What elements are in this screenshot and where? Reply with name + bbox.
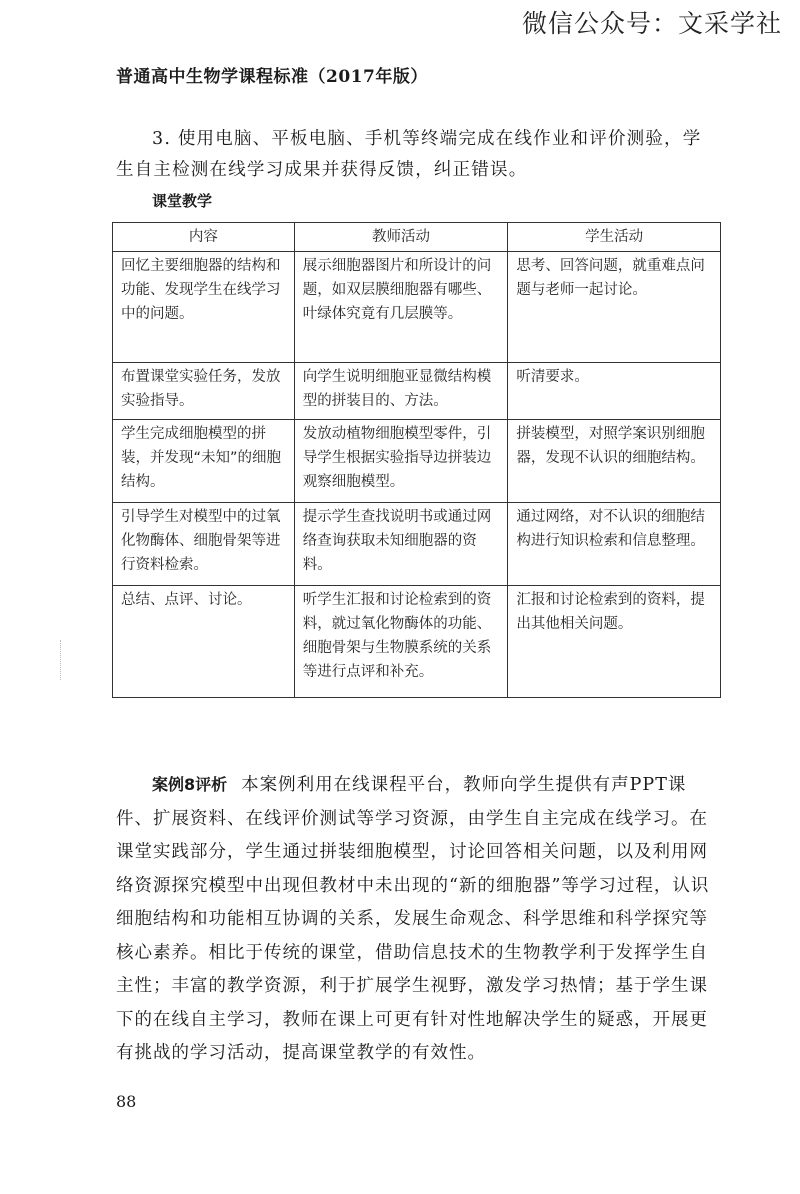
table-row bbox=[113, 363, 721, 420]
cell-student-activity: 通过网络，对不认识的细胞结构进行知识检索和信息整理。 bbox=[508, 503, 721, 586]
header-student-activity: 学生活动 bbox=[508, 223, 721, 252]
running-head: 普通高中生物学课程标准（2017年版） bbox=[116, 67, 428, 87]
cell-content: 回忆主要细胞器的结构和功能、发现学生在线学习中的问题。 bbox=[113, 252, 295, 363]
cell-content: 学生完成细胞模型的拼装，并发现“未知”的细胞结构。 bbox=[113, 420, 295, 503]
header-teacher-activity: 教师活动 bbox=[294, 223, 508, 252]
lesson-table bbox=[112, 222, 721, 698]
case-analysis-paragraph bbox=[116, 768, 716, 1071]
cell-teacher-activity: 听学生汇报和讨论检索到的资料，就过氧化物酶体的功能、细胞骨架与生物膜系统的关系等进行点评和补充。 bbox=[294, 586, 508, 698]
table-row bbox=[113, 252, 721, 363]
margin-mark bbox=[60, 640, 63, 680]
cell-student-activity: 思考、回答问题，就重难点问题与老师一起讨论。 bbox=[508, 252, 721, 363]
cell-content: 布置课堂实验任务，发放实验指导。 bbox=[113, 363, 295, 420]
cell-teacher-activity: 展示细胞器图片和所设计的问题，如双层膜细胞器有哪些、叶绿体究竟有几层膜等。 bbox=[294, 252, 508, 363]
cell-teacher-activity: 向学生说明细胞亚显微结构模型的拼装目的、方法。 bbox=[294, 363, 508, 420]
table-row bbox=[113, 420, 721, 503]
cell-student-activity: 拼装模型，对照学案识别细胞器，发现不认识的细胞结构。 bbox=[508, 420, 721, 503]
cell-content: 引导学生对模型中的过氧化物酶体、细胞骨架等进行资料检索。 bbox=[113, 503, 295, 586]
watermark-text: 微信公众号：文采学社 bbox=[521, 9, 782, 38]
cell-content: 总结、点评、讨论。 bbox=[113, 586, 295, 698]
paragraph-item-3: 3. 使用电脑、平板电脑、手机等终端完成在线作业和评价测验，学生自主检测在线学习成果并获得反馈，纠正错误。 bbox=[116, 129, 702, 180]
case-analysis-lead: 案例8评析 bbox=[152, 775, 228, 794]
cell-teacher-activity: 发放动植物细胞模型零件，引导学生根据实验指导边拼装边观察细胞模型。 bbox=[294, 420, 508, 503]
case-analysis-body: 本案例利用在线课程平台，教师向学生提供有声PPT课件、扩展资料、在线评价测试等学习资源，由学生自主完成在线学习。在课堂实践部分，学生通过拼装细胞模型，讨论回答相关问题，以及利用网络资源探究模型中出现但教材中未出现的“新的细胞器”等学习过程，认识细胞结构和功能相互协调的关系，发展生命观念、科学思维和科学探究等核心素养。相比于传统的课堂，借助信息技术的生物教学利于发挥学生自主性；丰富的教学资源，利于扩展学生视野，激发学习热情；基于学生课下的在线自主学习，教师在课上可更有针对性地解决学生的疑惑，开展更有挑战的学习活动，提高课堂教学的有效性。 bbox=[116, 775, 710, 1063]
cell-teacher-activity: 提示学生查找说明书或通过网络查询获取未知细胞器的资料。 bbox=[294, 503, 508, 586]
cell-student-activity: 汇报和讨论检索到的资料，提出其他相关问题。 bbox=[508, 586, 721, 698]
section-label: 课堂教学 bbox=[152, 192, 213, 210]
page-number: 88 bbox=[116, 1092, 137, 1111]
header-content: 内容 bbox=[113, 223, 295, 252]
table-row bbox=[113, 503, 721, 586]
cell-student-activity: 听清要求。 bbox=[508, 363, 721, 420]
table-header-row bbox=[113, 223, 721, 252]
table-row bbox=[113, 586, 721, 698]
